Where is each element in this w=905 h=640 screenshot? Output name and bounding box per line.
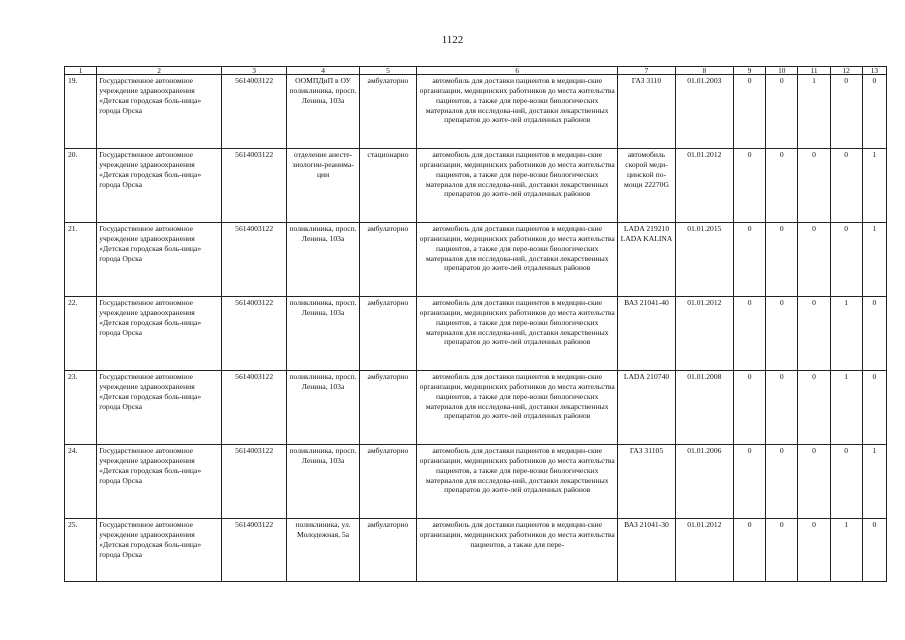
row-number: 19.: [65, 75, 97, 149]
inn: 5614003122: [221, 149, 286, 223]
col-12: 1: [830, 519, 862, 582]
vehicle-purpose: автомобиль для доставки пациентов в медицин-ские организации, медицинских работников до места жительства пациентов, а также для пере-возки биологических материалов для исследова-ний, доставки лекарственных препаратов до жите-лей отдаленных районов: [417, 149, 618, 223]
inn: 5614003122: [221, 223, 286, 297]
col-11: 1: [798, 75, 830, 149]
organization-name: Государственное автономное учреждение здравоохранения «Детская городская боль-ница» города Орска: [97, 149, 222, 223]
row-number: 21.: [65, 223, 97, 297]
col-13: 0: [862, 297, 886, 371]
col-10: 0: [766, 75, 798, 149]
vehicle-purpose: автомобиль для доставки пациентов в медицин-ские организации, медицинских работников до места жительства пациентов, а также для пере-возки биологических материалов для исследова-ний, доставки лекарственных препаратов до жите-лей отдаленных районов: [417, 75, 618, 149]
care-type: амбулаторно: [359, 371, 416, 445]
col-9: 0: [734, 75, 766, 149]
column-number-row: [65, 67, 887, 75]
unit-address: ООМПДиП в ОУ поликлиника, просп. Ленина, 103а: [287, 75, 359, 149]
column-number: 12: [830, 67, 862, 75]
col-11: 0: [798, 519, 830, 582]
col-9: 0: [734, 149, 766, 223]
col-12: 0: [830, 223, 862, 297]
vehicle-model: LADA 219210 LADA KALINA: [618, 223, 675, 297]
vehicle-purpose: автомобиль для доставки пациентов в медицин-ские организации, медицинских работников до места жительства пациентов, а также для пере-: [417, 519, 618, 582]
vehicle-model: LADA 210740: [618, 371, 675, 445]
col-13: 0: [862, 371, 886, 445]
row-number: 23.: [65, 371, 97, 445]
column-number: 6: [417, 67, 618, 75]
inn: 5614003122: [221, 75, 286, 149]
table-row: [65, 371, 887, 445]
table-row: [65, 149, 887, 223]
vehicle-purpose: автомобиль для доставки пациентов в медицин-ские организации, медицинских работников до места жительства пациентов, а также для пере-возки биологических материалов для исследова-ний, доставки лекарственных препаратов до жите-лей отдаленных районов: [417, 297, 618, 371]
row-number: 20.: [65, 149, 97, 223]
care-type: амбулаторно: [359, 223, 416, 297]
date: 01.01.2012: [675, 149, 733, 223]
row-number: 25.: [65, 519, 97, 582]
column-number: 13: [862, 67, 886, 75]
col-12: 1: [830, 297, 862, 371]
col-12: 1: [830, 371, 862, 445]
care-type: амбулаторно: [359, 75, 416, 149]
column-number: 2: [97, 67, 222, 75]
col-10: 0: [766, 149, 798, 223]
column-number: 3: [221, 67, 286, 75]
date: 01.01.2012: [675, 519, 733, 582]
column-number: 5: [359, 67, 416, 75]
inn: 5614003122: [221, 297, 286, 371]
organization-name: Государственное автономное учреждение здравоохранения «Детская городская боль-ница» города Орска: [97, 519, 222, 582]
column-number: 4: [287, 67, 359, 75]
column-number: 8: [675, 67, 733, 75]
table-row: [65, 75, 887, 149]
row-number: 24.: [65, 445, 97, 519]
date: 01.01.2015: [675, 223, 733, 297]
col-11: 0: [798, 223, 830, 297]
date: 01.01.2003: [675, 75, 733, 149]
col-11: 0: [798, 371, 830, 445]
unit-address: поликлиника, просп. Ленина, 103а: [287, 297, 359, 371]
table-row: [65, 445, 887, 519]
col-13: 1: [862, 149, 886, 223]
date: 01.01.2006: [675, 445, 733, 519]
inn: 5614003122: [221, 445, 286, 519]
table-row: [65, 297, 887, 371]
column-number: 7: [618, 67, 675, 75]
column-number: 9: [734, 67, 766, 75]
organization-name: Государственное автономное учреждение здравоохранения «Детская городская боль-ница» города Орска: [97, 223, 222, 297]
col-10: 0: [766, 445, 798, 519]
date: 01.01.2012: [675, 297, 733, 371]
col-13: 1: [862, 223, 886, 297]
care-type: амбулаторно: [359, 445, 416, 519]
col-10: 0: [766, 371, 798, 445]
col-12: 0: [830, 445, 862, 519]
col-9: 0: [734, 445, 766, 519]
vehicle-model: ВАЗ 21041-30: [618, 519, 675, 582]
column-number: 10: [766, 67, 798, 75]
col-11: 0: [798, 445, 830, 519]
vehicle-model: ВАЗ 21041-40: [618, 297, 675, 371]
register-table: [64, 66, 887, 582]
inn: 5614003122: [221, 371, 286, 445]
vehicle-purpose: автомобиль для доставки пациентов в медицин-ские организации, медицинских работников до места жительства пациентов, а также для пере-возки биологических материалов для исследова-ний, доставки лекарственных препаратов до жите-лей отдаленных районов: [417, 223, 618, 297]
col-10: 0: [766, 223, 798, 297]
col-11: 0: [798, 297, 830, 371]
col-12: 0: [830, 149, 862, 223]
organization-name: Государственное автономное учреждение здравоохранения «Детская городская боль-ница» города Орска: [97, 445, 222, 519]
column-number: 1: [65, 67, 97, 75]
care-type: амбулаторно: [359, 297, 416, 371]
table-row: [65, 223, 887, 297]
col-13: 1: [862, 445, 886, 519]
care-type: амбулаторно: [359, 519, 416, 582]
col-13: 0: [862, 519, 886, 582]
vehicle-model: ГАЗ 3110: [618, 75, 675, 149]
inn: 5614003122: [221, 519, 286, 582]
vehicle-purpose: автомобиль для доставки пациентов в медицин-ские организации, медицинских работников до места жительства пациентов, а также для пере-возки биологических материалов для исследова-ний, доставки лекарственных препаратов до жите-лей отдаленных районов: [417, 445, 618, 519]
col-9: 0: [734, 519, 766, 582]
organization-name: Государственное автономное учреждение здравоохранения «Детская городская боль-ница» города Орска: [97, 75, 222, 149]
unit-address: поликлиника, просп. Ленина, 103а: [287, 223, 359, 297]
vehicle-purpose: автомобиль для доставки пациентов в медицин-ские организации, медицинских работников до места жительства пациентов, а также для пере-возки биологических материалов для исследова-ний, доставки лекарственных препаратов до жите-лей отдаленных районов: [417, 371, 618, 445]
col-10: 0: [766, 519, 798, 582]
column-number: 11: [798, 67, 830, 75]
unit-address: поликлиника, просп. Ленина, 103а: [287, 371, 359, 445]
row-number: 22.: [65, 297, 97, 371]
col-11: 0: [798, 149, 830, 223]
organization-name: Государственное автономное учреждение здравоохранения «Детская городская боль-ница» города Орска: [97, 371, 222, 445]
table-row: [65, 519, 887, 582]
unit-address: отделение анесте-зиологии-реанима-ции: [287, 149, 359, 223]
unit-address: поликлиника, ул. Молодежная, 5а: [287, 519, 359, 582]
col-9: 0: [734, 371, 766, 445]
page-number: 1122: [441, 34, 464, 46]
col-12: 0: [830, 75, 862, 149]
vehicle-model: ГАЗ 31105: [618, 445, 675, 519]
col-13: 0: [862, 75, 886, 149]
care-type: стационарно: [359, 149, 416, 223]
col-10: 0: [766, 297, 798, 371]
vehicle-model: автомобиль скорой меди-цинской по-мощи 22270G: [618, 149, 675, 223]
unit-address: поликлиника, просп. Ленина, 103а: [287, 445, 359, 519]
col-9: 0: [734, 223, 766, 297]
col-9: 0: [734, 297, 766, 371]
date: 01.01.2008: [675, 371, 733, 445]
organization-name: Государственное автономное учреждение здравоохранения «Детская городская боль-ница» города Орска: [97, 297, 222, 371]
